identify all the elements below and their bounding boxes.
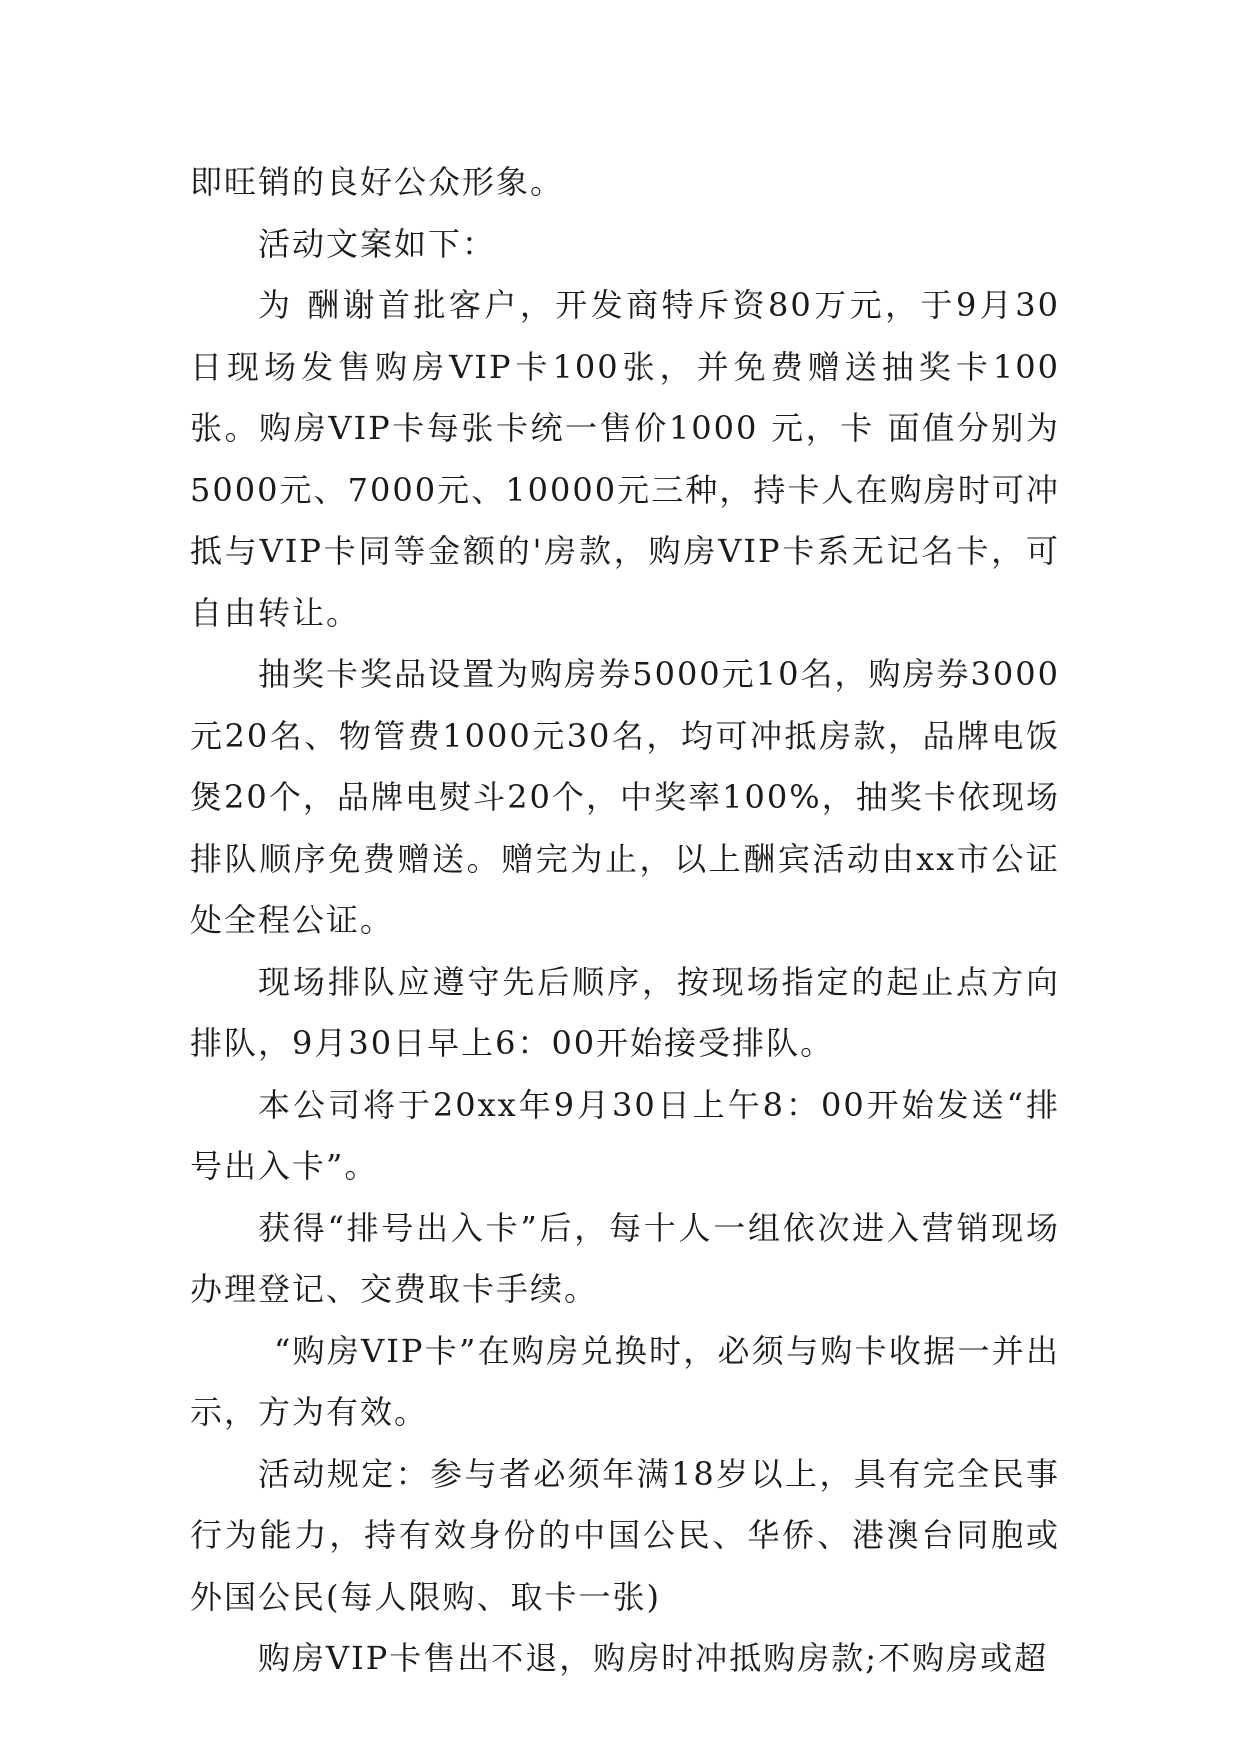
paragraph-activity-copy-heading: 活动文案如下： (258, 224, 497, 263)
paragraph-queue-rules: 现场排队应遵守先后顺序，按现场指定的起止点方向排队，9月30日早上6：00开始接受排队。 (190, 962, 1060, 1062)
paragraph-continuation: 即旺销的良好公众形象。 (190, 163, 565, 201)
paragraph-queue-card-issue: 本公司将于20xx年9月30日上午8：00开始发送“排号出入卡”。 (190, 1085, 1060, 1185)
document-body (190, 152, 1060, 1690)
paragraph-refund-policy: 购房VIP卡售出不退，购房时冲抵购房款;不购房或超 (258, 1639, 1049, 1677)
paragraph-registration: 获得“排号出入卡”后，每十人一组依次进入营销现场办理登记、交费取卡手续。 (190, 1208, 1060, 1308)
paragraph-lottery-prizes: 抽奖卡奖品设置为购房券5000元10名，购房券3000元20名、物管费1000元30名，均可冲抵房款，品牌电饭煲20个，品牌电熨斗20个，中奖率100%，抽奖卡依现场排队顺序免费赠送。赠完为止，以上酬宾活动由xx市公证处全程公证。 (190, 655, 1060, 939)
paragraph-vip-card-validity: “购房VIP卡”在购房兑换时，必须与购卡收据一并出示，方为有效。 (190, 1331, 1060, 1431)
paragraph-participation-rules: 活动规定：参与者必须年满18岁以上，具有完全民事行为能力，持有效身份的中国公民、华侨、港澳台同胞或外国公民(每人限购、取卡一张) (190, 1454, 1060, 1616)
paragraph-vip-card-offer: 为 酬谢首批客户，开发商特斥资80万元，于9月30日现场发售购房VIP卡100张，并免费赠送抽奖卡100张。购房VIP卡每张卡统一售价1000 元，卡 面值分别为5000元、7000元、10000元三种，持卡人在购房时可冲抵与VIP卡同等金额的'房款，购房VIP卡系无记名卡，可自由转让。 (190, 286, 1060, 632)
